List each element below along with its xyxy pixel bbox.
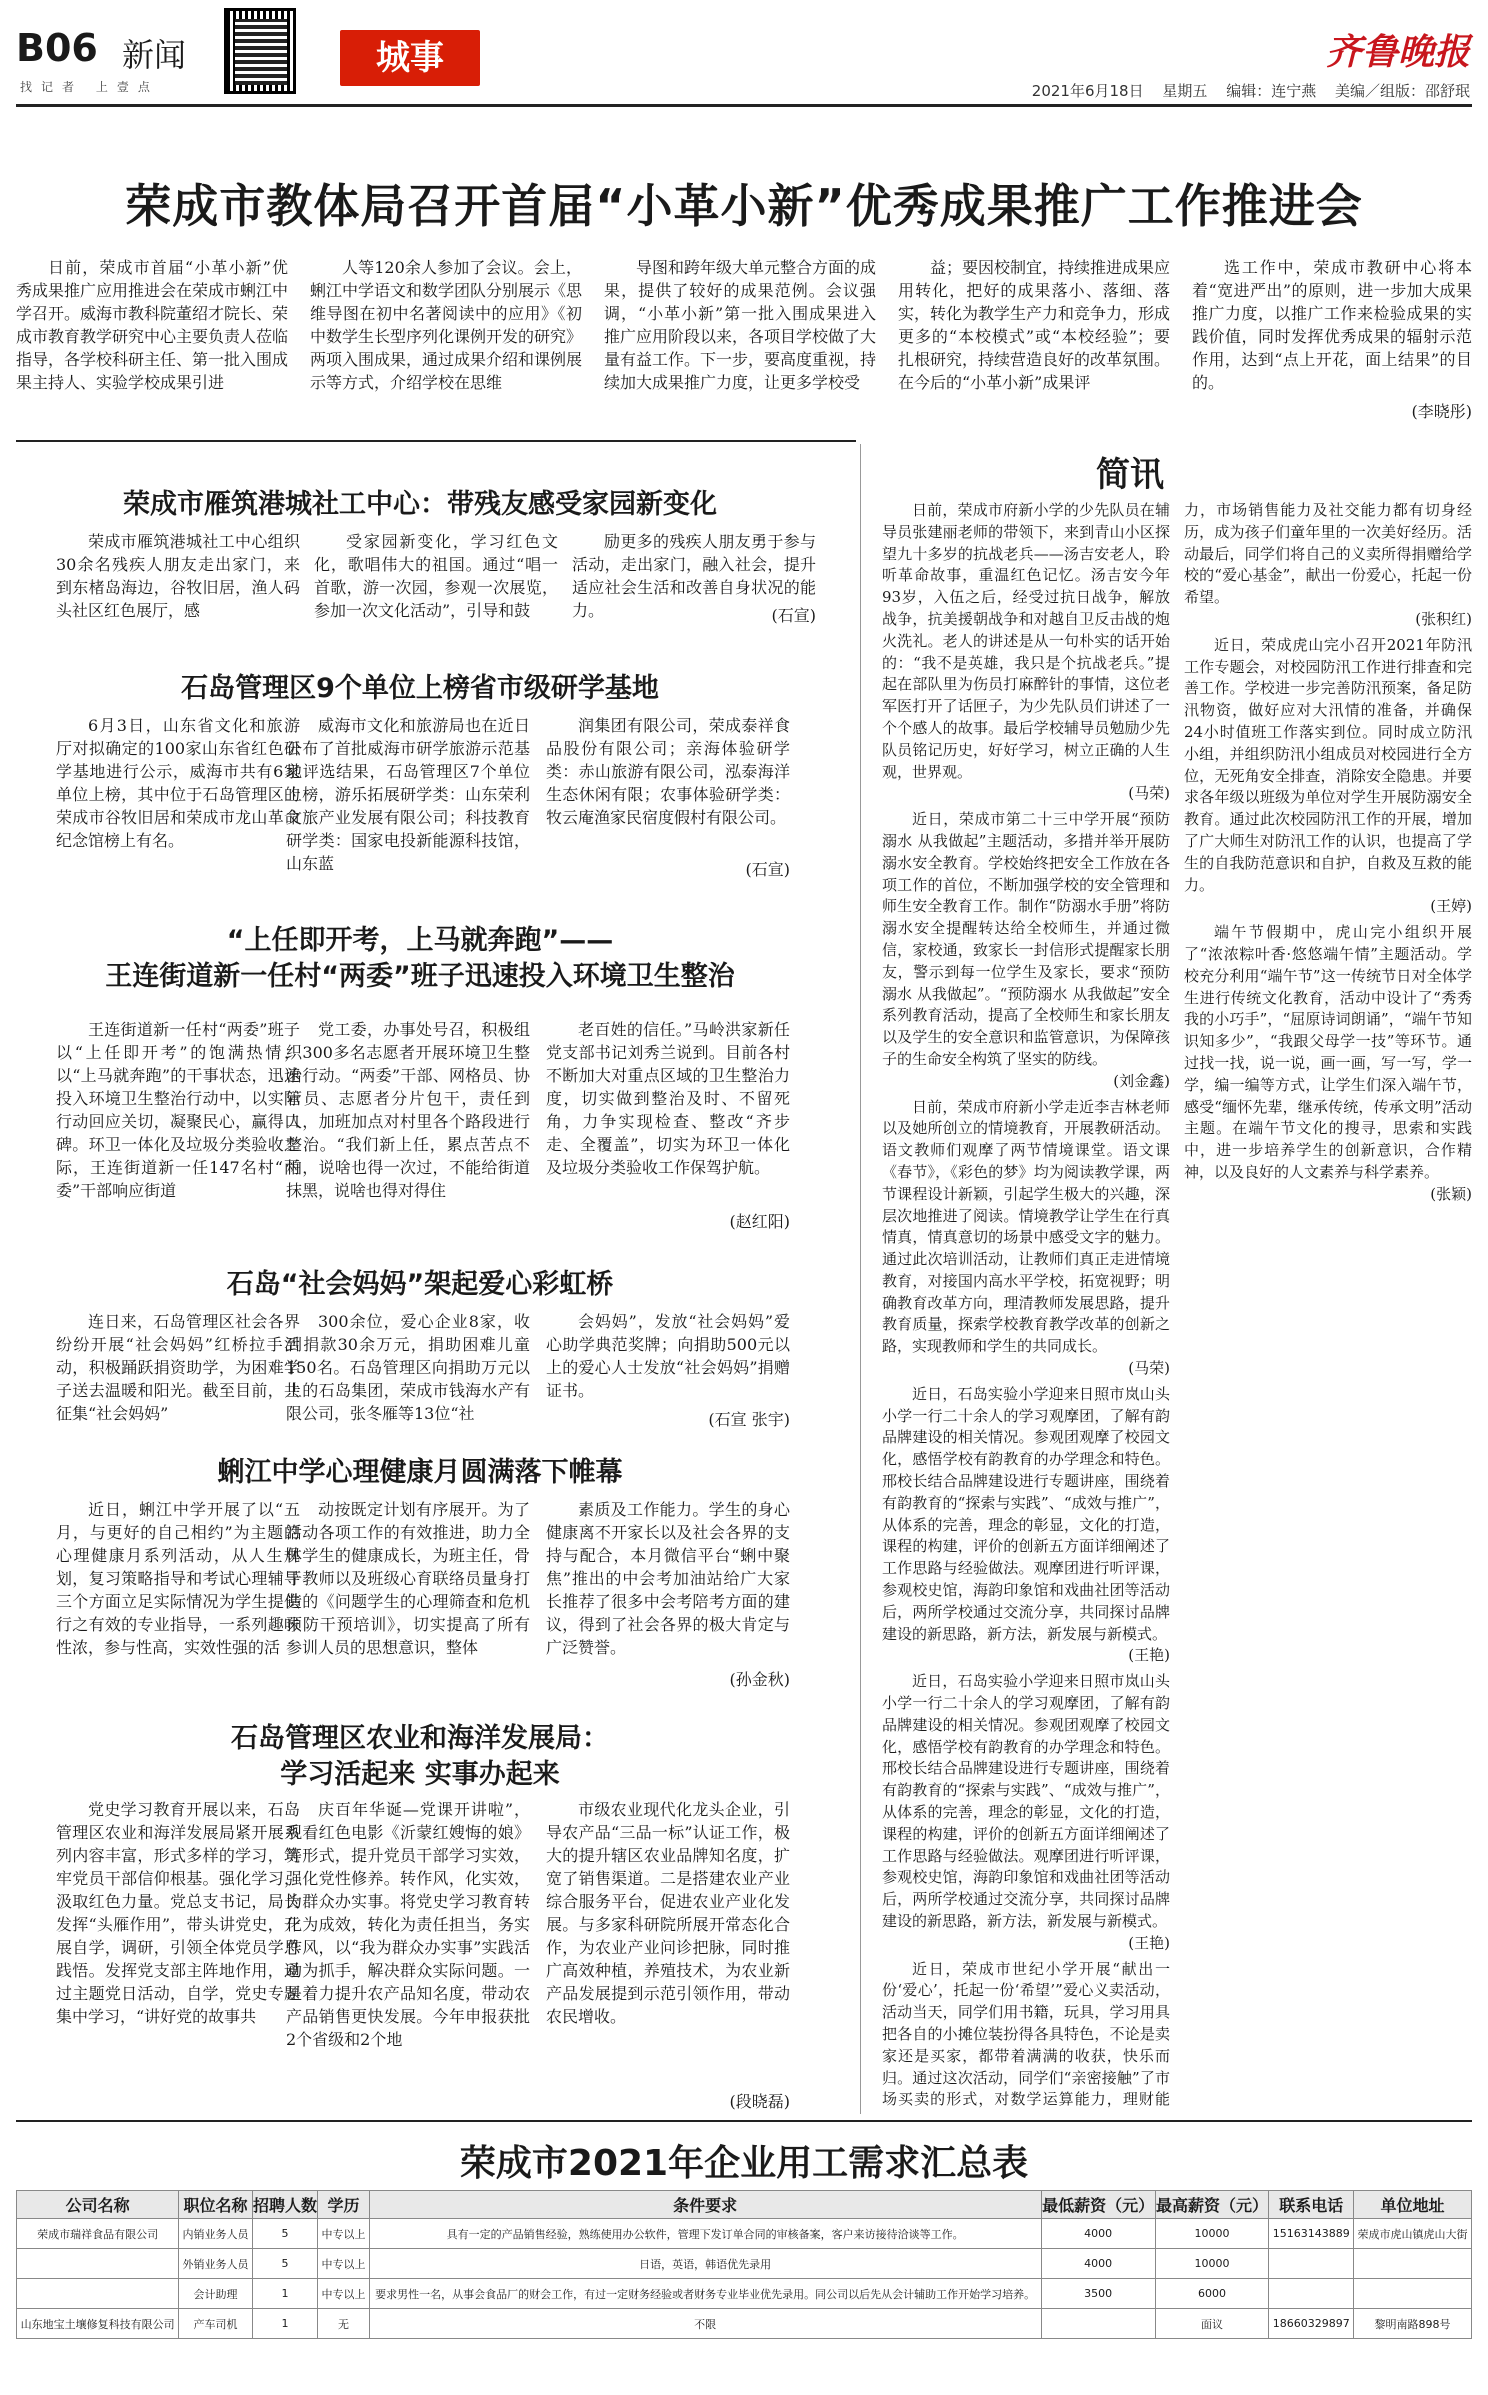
section-name: 新闻 (122, 36, 187, 74)
issue-design: 美编／组版：邵舒珉 (1334, 82, 1470, 100)
table-cell (1269, 2249, 1354, 2279)
table-cell: 面议 (1155, 2309, 1269, 2339)
table-cell: 10000 (1155, 2249, 1269, 2279)
table-cell: 荣成市虎山镇虎山大街 (1354, 2219, 1472, 2249)
table-cell (1041, 2309, 1155, 2339)
table-cell: 日语，英语，韩语优先录用 (369, 2249, 1041, 2279)
article-5-col-2: 动按既定计划有序展开。为了活动各项工作的有效推进，助力全体学生的健康成长，为班主任，骨干教师以及班级心育联络员量身打造的《问题学生的心理筛查和危机预防干预培训》，切实提高了所有参训人员的思想意识，整体 (286, 1500, 530, 1657)
article-1-col-1: 荣成市雁筑港城社工中心组织30余名残疾人朋友走出家门，来到东楮岛海边，谷牧旧居，渔人码头社区红色展厅，感 (56, 532, 300, 620)
brief-item: 近日，荣成市世纪小学开展“献出一份‘爱心’，托起一份‘希望’”爱心义卖活动，活动当天，同学们用书籍，玩具，学习用具把各自的小摊位装扮得各具特色，不论是卖家还是买家，都带着满满的收获，快乐而归。通过这次活动，同学们“亲密接触”了市场买卖的形式，对数学运算能力，理财能力，市场销售能力及社交能力都有切身经历，成为孩子们童年里的一次美好经历。活动最后，同学们将自己的义卖所得捐赠给学校的“爱心基金”，献出一份爱心，托起一份希望。 (882, 501, 1472, 2109)
employment-table (16, 2190, 1472, 2339)
issue-meta (1018, 80, 1470, 101)
article-2-title: 石岛管理区9个单位上榜省市级研学基地 (181, 673, 659, 704)
table-row (17, 2279, 1472, 2309)
article-4-col-2: 300余位，爱心企业8家，收到捐款30余万元，捐助困难儿童150名。石岛管理区向捐助万元以上的石岛集团，荣成市钱海水产有限公司，张冬雁等13位“社 (286, 1312, 530, 1423)
table-cell: 10000 (1155, 2219, 1269, 2249)
brief-item: 端午节假期中，虎山完小组织开展了“浓浓粽叶香·悠悠端午情”主题活动。学校充分利用“端午节”这一传统节日对全体学生进行传统文化教育，活动中设计了“秀秀我的小巧手”，“屈原诗词朗诵”，“端午节知识知多少”，“我跟父母学一技”等环节。通过找一找，说一说，画一画，写一写，学一学，编一编等方式，让学生们深入端午节，感受“缅怀先辈，继承传统，传承文明”活动主题。在端午节文化的搜寻，思索和实践中，进一步培养学生的创新意识，合作精神，以及良好的人文素养与科学素养。 (1184, 923, 1472, 1181)
article-2-col-3: 润集团有限公司，荣成泰祥食品股份有限公司；亲海体验研学类：赤山旅游有限公司，泓泰海洋生态休闲有限；农事体验研学类：牧云庵渔家民宿度假村有限公司。 (546, 716, 790, 827)
table-cell: 3500 (1041, 2279, 1155, 2309)
table-row (17, 2249, 1472, 2279)
brief-author: (马荣) (1128, 784, 1170, 803)
lead-col-2: 人等120余人参加了会议。会上，蜊江中学语文和数学团队分别展示《思维导图在初中名著阅读中的应用》《初中数学生长型序列化课例开发的研究》两项入围成果，通过成果介绍和课例展示等方式，介绍学校在思维 (310, 258, 583, 392)
article-5-col-1: 近日，蜊江中学开展了以“五月，与更好的自己相约”为主题的心理健康月系列活动，从人生规划，复习策略指导和考试心理辅导三个方面立足实际情况为学生提供行之有效的专业指导，一系列趣味性浓，参与性高，实效性强的活 (56, 1500, 300, 1657)
brief-author: (王艳) (1128, 1933, 1170, 1952)
article-3-col-1: 王连街道新一任村“两委”班子以“上任即开考”的饱满热情，以“上马就奔跑”的干事状态，迅速投入环境卫生整治行动中，以实际行动回应关切，凝聚民心，赢得口碑。环卫一体化及垃圾分类验收之际，王连街道新一任147名村“两委”干部响应街道 (56, 1020, 300, 1200)
table-cell: 5 (252, 2219, 318, 2249)
issue-weekday: 星期五 (1162, 82, 1208, 100)
table-cell: 会计助理 (179, 2279, 253, 2309)
article-3-title-1: “上任即开考，上马就奔跑”—— (226, 925, 614, 956)
issue-editor: 编辑：连宁燕 (1226, 82, 1317, 100)
table-header-cell: 单位地址 (1354, 2191, 1472, 2219)
table-title: 荣成市2021年企业用工需求汇总表 (459, 2143, 1029, 2184)
article-1-col-3: 励更多的残疾人朋友勇于参与活动，走出家门，融入社会，提升适应社会生活和改善自身状况的能力。 (572, 532, 816, 620)
table-cell (17, 2249, 179, 2279)
article-2-col-2: 威海市文化和旅游局也在近日公布了首批威海市研学旅游示范基地评选结果，石岛管理区7个单位上榜，游乐拓展研学类：山东荣利文旅产业发展有限公司；科技教育研学类：国家电投新能源科技馆，山东蓝 (286, 716, 530, 873)
table-header-cell: 学历 (318, 2191, 369, 2219)
brief-item: 日前，荣成市府新小学的少先队员在辅导员张建丽老师的带领下，来到青山小区探望九十多岁的抗战老兵——汤吉安老人，聆听革命故事，重温红色记忆。汤吉安今年93岁，入伍之后，经受过抗日战争，解放战争，抗美援朝战争和对越自卫反击战的炮火洗礼。老人的讲述是从一句朴实的话开始的：“我不是英雄，我只是个抗战老兵。”提起在部队里为伤员打麻醉针的事情，这位老军医打开了话匣子，为少先队员们讲述了一个个感人的故事。最后学校辅导员勉励少先队员铭记历史，好好学习，树立正确的人生观，世界观。 (882, 501, 1170, 781)
article-6-title-2: 学习活起来 实事办起来 (280, 1759, 560, 1790)
brief-item: 近日，石岛实验小学迎来日照市岚山头小学一行二十余人的学习观摩团，了解有韵品牌建设的相关情况。参观团观摩了校园文化，感悟学校有韵教育的办学理念和特色。邢校长结合品牌建设进行专题讲座，围绕着有韵教育的“探索与实践”、“成效与推广”，从体系的完善，理念的彰显，文化的打造，课程的构建，评价的创新五方面详细阐述了工作思路与经验做法。观摩团进行听评课，参观校史馆，海韵印象馆和戏曲社团等活动后，两所学校通过交流分享，共同探讨品牌建设的新思路，新方法，新发展与新模式。 (882, 1672, 1170, 1930)
table-cell: 具有一定的产品销售经验，熟练使用办公软件，管理下发订单合同的审核备案，客户来访接待洽谈等工作。 (369, 2219, 1041, 2249)
article-4-title: 石岛“社会妈妈”架起爱心彩虹桥 (226, 1269, 614, 1300)
table-cell: 4000 (1041, 2219, 1155, 2249)
article-6-author: (段晓磊) (729, 2092, 790, 2111)
article-5-author: (孙金秋) (729, 1670, 790, 1689)
article-1-author: (石宣) (771, 606, 816, 625)
table-cell: 产车司机 (179, 2309, 253, 2339)
article-5-col-3: 素质及工作能力。学生的身心健康离不开家长以及社会各界的支持与配合，本月微信平台“蜊中聚焦”推出的中会考加油站给广大家长推荐了很多中会考陪考方面的建议，得到了社会各界的极大肯定与广泛赞誉。 (546, 1500, 790, 1657)
brief-item: 日前，荣成市府新小学走近李吉林老师以及她所创立的情境教育，开展教研活动。语文教师们观摩了两节情境课堂。语文课《春节》，《彩色的梦》均为阅读教学课，两节课程设计新颖，引起学生极大的兴趣，深层次地推进了阅读。情境教学让学生在行真情真，情真意切的场景中感受文字的魅力。通过此次培训活动，让教师们真正走进情境教育，对接国内高水平学校，拓宽视野；明确教育改革方向，理清教师发展思路，提升教育质量，探索学校教育教学改革的创新之路，实现教师和学生的共同成长。 (882, 1097, 1170, 1356)
table-header-cell: 职位名称 (179, 2191, 253, 2219)
table-cell: 中专以上 (318, 2279, 369, 2309)
article-1-title: 荣成市雁筑港城社工中心：带残友感受家园新变化 (123, 489, 717, 520)
issue-date: 2021年6月18日 (1031, 82, 1144, 100)
table-cell: 中专以上 (318, 2249, 369, 2279)
article-2-col-1: 6月3日，山东省文化和旅游厅对拟确定的100家山东省红色研学基地进行公示，威海市共有6家单位上榜，其中位于石岛管理区的荣成市谷牧旧居和荣成市龙山革命纪念馆榜上有名。 (56, 716, 300, 850)
table-header-cell: 条件要求 (369, 2191, 1041, 2219)
section-subtitle: 找记者 上壹点 (20, 80, 159, 94)
newspaper-logo: 齐鲁晚报 (1325, 31, 1470, 73)
table-cell: 4000 (1041, 2249, 1155, 2279)
qr-code-icon (224, 8, 296, 94)
table-cell (1269, 2279, 1354, 2309)
brief-item: 近日，石岛实验小学迎来日照市岚山头小学一行二十余人的学习观摩团，了解有韵品牌建设的相关情况。参观团观摩了校园文化，感悟学校有韵教育的办学理念和特色。邢校长结合品牌建设进行专题讲座，围绕着有韵教育的“探索与实践”、“成效与推广”，从体系的完善，理念的彰显，文化的打造，课程的构建，评价的创新五方面详细阐述了工作思路与经验做法。观摩团进行听评课，参观校史馆，海韵印象馆和戏曲社团等活动后，两所学校通过交流分享，共同探讨品牌建设的新思路，新方法，新发展与新模式。 (882, 1384, 1170, 1643)
article-4-author: (石宣 张宇) (708, 1410, 790, 1429)
article-3-author: (赵红阳) (729, 1212, 790, 1231)
table-cell: 内销业务人员 (179, 2219, 253, 2249)
lead-rule (16, 440, 856, 442)
briefs-body (882, 500, 1472, 2118)
lead-col-5: 选工作中，荣成市教研中心将本着“宽进严出”的原则，进一步加大成果推广力度，以推广工作来检验成果的实践价值，同时发挥优秀成果的辐射示范作用，达到“点上开花，面上结果”的目的。 (1192, 258, 1472, 392)
page-number: B06 (16, 26, 98, 70)
brief-author: (张颖) (1430, 1184, 1472, 1203)
table-cell: 要求男性一名，从事会食品厂的财会工作，有过一定财务经验或者财务专业毕业优先录用。同公司以后先从会计辅助工作开始学习培养。 (369, 2279, 1041, 2309)
table-cell (17, 2279, 179, 2309)
article-6-title-1: 石岛管理区农业和海洋发展局： (231, 1723, 609, 1754)
lead-col-1: 日前，荣成市首届“小革小新”优秀成果推广应用推进会在荣成市蜊江中学召开。威海市教科院董绍才院长、荣成市教育教学研究中心主要负责人莅临指导，各学校科研主任、第一批入围成果主持人、实验学校成果引进 (16, 258, 289, 392)
table-cell: 中专以上 (318, 2219, 369, 2249)
article-2-author: (石宣) (745, 860, 790, 879)
article-3-title-2: 王连街道新一任村“两委”班子迅速投入环境卫生整治 (105, 961, 735, 992)
table-cell: 1 (252, 2279, 318, 2309)
table-cell: 5 (252, 2249, 318, 2279)
briefs-title: 简讯 (1096, 455, 1164, 495)
brief-author: (王艳) (1128, 1646, 1170, 1665)
lead-col-4: 益；要因校制宜，持续推进成果应用转化，把好的成果落小、落细、落实，转化为教学生产力和竞争力，形成更多的“本校模式”或“本校经验”；要扎根研究，持续营造良好的改革氛围。在今后的“小革小新”成果评 (898, 258, 1171, 392)
table-cell: 1 (252, 2309, 318, 2339)
article-5-title: 蜊江中学心理健康月圆满落下帷幕 (217, 1457, 623, 1488)
article-6-col-1: 党史学习教育开展以来，石岛管理区农业和海洋发展局紧开展系列内容丰富，形式多样的学习，筑牢党员干部信仰根基。强化学习，汲取红色力量。党总支书记，局长发挥“头雁作用”，带头讲党史，开展自学，调研，引领全体党员学思践悟。发挥党支部主阵地作用，通过主题党日活动，自学，党史专题集中学习，“讲好党的故事共 (56, 1800, 300, 2026)
table-body (17, 2219, 1472, 2339)
table-row (17, 2219, 1472, 2249)
brief-author: (马荣) (1128, 1359, 1170, 1378)
table-cell: 外销业务人员 (179, 2249, 253, 2279)
article-4-col-3: 会妈妈”，发放“社会妈妈”爱心助学典范奖牌；向捐助500元以上的爱心人士发放“社会妈妈”捐赠证书。 (546, 1312, 790, 1400)
table-cell (1354, 2279, 1472, 2309)
table-cell: 15163143889 (1269, 2219, 1354, 2249)
table-cell: 黎明南路898号 (1354, 2309, 1472, 2339)
column-tag: 城事 (340, 30, 480, 86)
lead-author: (李晓彤) (1411, 402, 1472, 421)
table-cell: 荣成市瑞祥食品有限公司 (17, 2219, 179, 2249)
article-3-col-3: 老百姓的信任。”马岭洪家新任党支部书记刘秀兰说到。目前各村不断加大对重点区域的卫生整治力度，切实做到整治及时、不留死角，力争实现检查、整改“齐步走、全覆盖”，切实为环卫一体化及垃圾分类验收工作保驾护航。 (546, 1020, 790, 1177)
table-cell: 山东地宝土壤修复科技有限公司 (17, 2309, 179, 2339)
lead-col-3: 导图和跨年级大单元整合方面的成果，提供了较好的成果范例。会议强调，“小革小新”第一批入围成果进入推广应用阶段以来，各项目学校做了大量有益工作。下一步，要高度重视，持续加大成果推广力度，让更多学校受 (604, 258, 877, 392)
table-row (17, 2309, 1472, 2339)
table-cell: 不限 (369, 2309, 1041, 2339)
article-1-col-2: 受家园新变化，学习红色文化，歌唱伟大的祖国。通过“唱一首歌，游一次园，参观一次展览，参加一次文化活动”，引导和鼓 (314, 532, 558, 620)
table-cell: 18660329897 (1269, 2309, 1354, 2339)
brief-author: (王婷) (1430, 897, 1472, 916)
lead-headline: 荣成市教体局召开首届“小革小新”优秀成果推广工作推进会 (125, 179, 1363, 233)
brief-author: (刘金鑫) (1113, 1071, 1170, 1090)
article-6-col-2: 庆百年华诞—党课开讲啦”，观看红色电影《沂蒙红嫂悔的娘》等形式，提升党员干部学习实效，强化党性修养。转作风，化实效，为群众办实事。将党史学习教育转化为成效，转化为责任担当，务实作风，以“我为群众办实事”实践活动为抓手，解决群众实际问题。一是着力提升农产品知名度，带动农产品销售更快发展。今年申报获批2个省级和2个地 (286, 1800, 530, 2049)
table-header-cell: 最高薪资（元） (1155, 2191, 1269, 2219)
brief-item: 近日，荣成市第二十三中学开展“预防溺水 从我做起”主题活动，多措并举开展防溺水安全教育。学校始终把安全工作放在各项工作的首位，不断加强学校的安全管理和师生安全教育工作。制作“防溺水手册”将防溺水安全提醒转达给全校师生，并通过微信，家校通，致家长一封信形式提醒家长朋友，警示到每一位学生及家长，要求“预防溺水 从我做起”。“预防溺水 从我做起”安全系列教育活动，提高了全校师生和家长朋友以及学生的安全意识和监管意识，为保障孩子的生命安全构筑了坚实的防线。 (882, 810, 1170, 1068)
table-rule (16, 2120, 1472, 2122)
table-header-cell: 联系电话 (1269, 2191, 1354, 2219)
article-6-col-3: 市级农业现代化龙头企业，引导农产品“三品一标”认证工作，极大的提升辖区农业品牌知名度，扩宽了销售渠道。二是搭建农业产业综合服务平台，促进农业产业化发展。与多家科研院所展开常态化合作，为农业产业问诊把脉，同时推广高效种植，养殖技术，为农业新产品发展提到示范引领作用，带动农民增收。 (546, 1800, 790, 2026)
table-header-cell: 招聘人数 (252, 2191, 318, 2219)
table-cell: 6000 (1155, 2279, 1269, 2309)
table-header-cell: 公司名称 (17, 2191, 179, 2219)
article-3-col-2: 党工委，办事处号召，积极组织300多名志愿者开展环境卫生整治行动。“两委”干部、网格员、协管员、志愿者分片包干，责任到人，加班加点对村里各个路段进行整治。“我们新上任，累点苦点不怕，说啥也得一次过，不能给街道抹黑，说啥也得对得住 (286, 1020, 530, 1200)
column-divider (860, 444, 861, 2114)
brief-item: 近日，荣成虎山完小召开2021年防汛工作专题会，对校园防汛工作进行排查和完善工作。学校进一步完善防汛预案，备足防汛物资，做好应对大汛情的准备，并确保24小时值班工作落实到位。同时成立防汛小组，并组织防汛小组成员对校园进行全方位，无死角安全排查，消除安全隐患。并要求各年级以班级为单位对学生开展防溺安全教育。通过此次校园防汛工作的开展，增加了广大师生对防汛工作的认识，也提高了学生的自我防范意识和自护，自救及互救的能力。 (1184, 635, 1472, 894)
brief-author: (张积红) (1415, 609, 1472, 628)
article-4-col-1: 连日来，石岛管理区社会各界纷纷开展“社会妈妈”红桥拉手活动，积极踊跃捐资助学，为困难学子送去温暖和阳光。截至目前，共征集“社会妈妈” (56, 1312, 300, 1423)
table-header-row (17, 2191, 1472, 2219)
header-rule (16, 104, 1472, 107)
table-header-cell: 最低薪资（元） (1041, 2191, 1155, 2219)
table-cell (1354, 2249, 1472, 2279)
table-cell: 无 (318, 2309, 369, 2339)
